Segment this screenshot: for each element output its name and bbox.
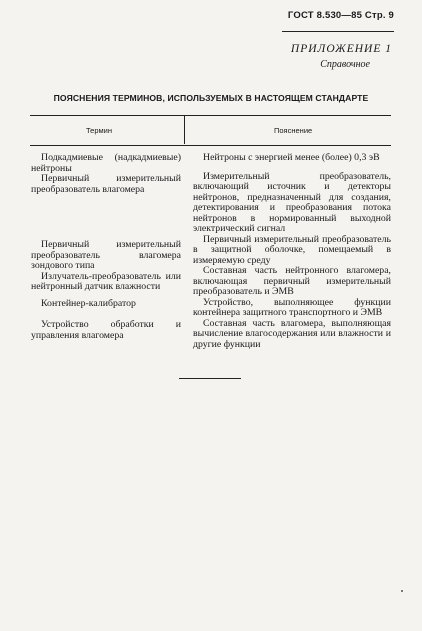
end-rule <box>179 378 241 379</box>
explanation-5: Устройство, выполняющее функции контейнера защитного транспортного и ЭМВ <box>193 296 391 318</box>
terms-column <box>31 153 181 341</box>
column-header-explanation: Пояснение <box>274 126 313 135</box>
explanation-2: Измерительный преобразователь, включающий источник и детекторы нейтронов, предназначенный для создания, детектирования и преобразования потока нейтронов в нормированный выходной электрический сигнал <box>193 170 391 234</box>
appendix-label: ПРИЛОЖЕНИЕ 1 <box>290 43 392 55</box>
explanations-column <box>193 153 391 350</box>
explanation-1: Нейтроны с энергией менее (более) 0,3 эВ <box>203 152 380 163</box>
explanation-6: Составная часть влагомера, выполняющая вычисление влагосодержания или влажности и другие функции <box>193 317 391 350</box>
appendix-status: Справочное <box>320 59 370 70</box>
explanation-4: Составная часть нейтронного влагомера, включающая первичный измерительный преобразователь и ЭМВ <box>193 265 391 297</box>
term-5: Контейнер-калибратор <box>41 297 136 309</box>
term-2: Первичный измерительный преобразователь влагомера <box>31 173 181 195</box>
explanation-3: Первичный измерительный преобразователь в защитной оболочке, помещаемый в измеряемую среду <box>193 233 391 266</box>
section-title: ПОЯСНЕНИЯ ТЕРМИНОВ, ИСПОЛЬЗУЕМЫХ В НАСТОЯЩЕМ СТАНДАРТЕ <box>53 93 369 103</box>
term-1: Подкадмиевые (надкадмиевые) нейтроны <box>31 152 181 174</box>
header-rule <box>282 31 394 32</box>
term-4: Излучатель-преобразователь или нейтронный датчик влажности <box>31 270 181 292</box>
column-divider <box>184 115 185 144</box>
column-header-term: Термин <box>86 126 112 135</box>
table-header <box>30 115 391 146</box>
running-head: ГОСТ 8.530—85 Стр. 9 <box>287 10 394 21</box>
term-6: Устройство обработки и управления влагомера <box>31 319 181 341</box>
page-speck <box>401 590 403 592</box>
term-3: Первичный измерительный преобразователь влагомера зондового типа <box>31 239 181 271</box>
